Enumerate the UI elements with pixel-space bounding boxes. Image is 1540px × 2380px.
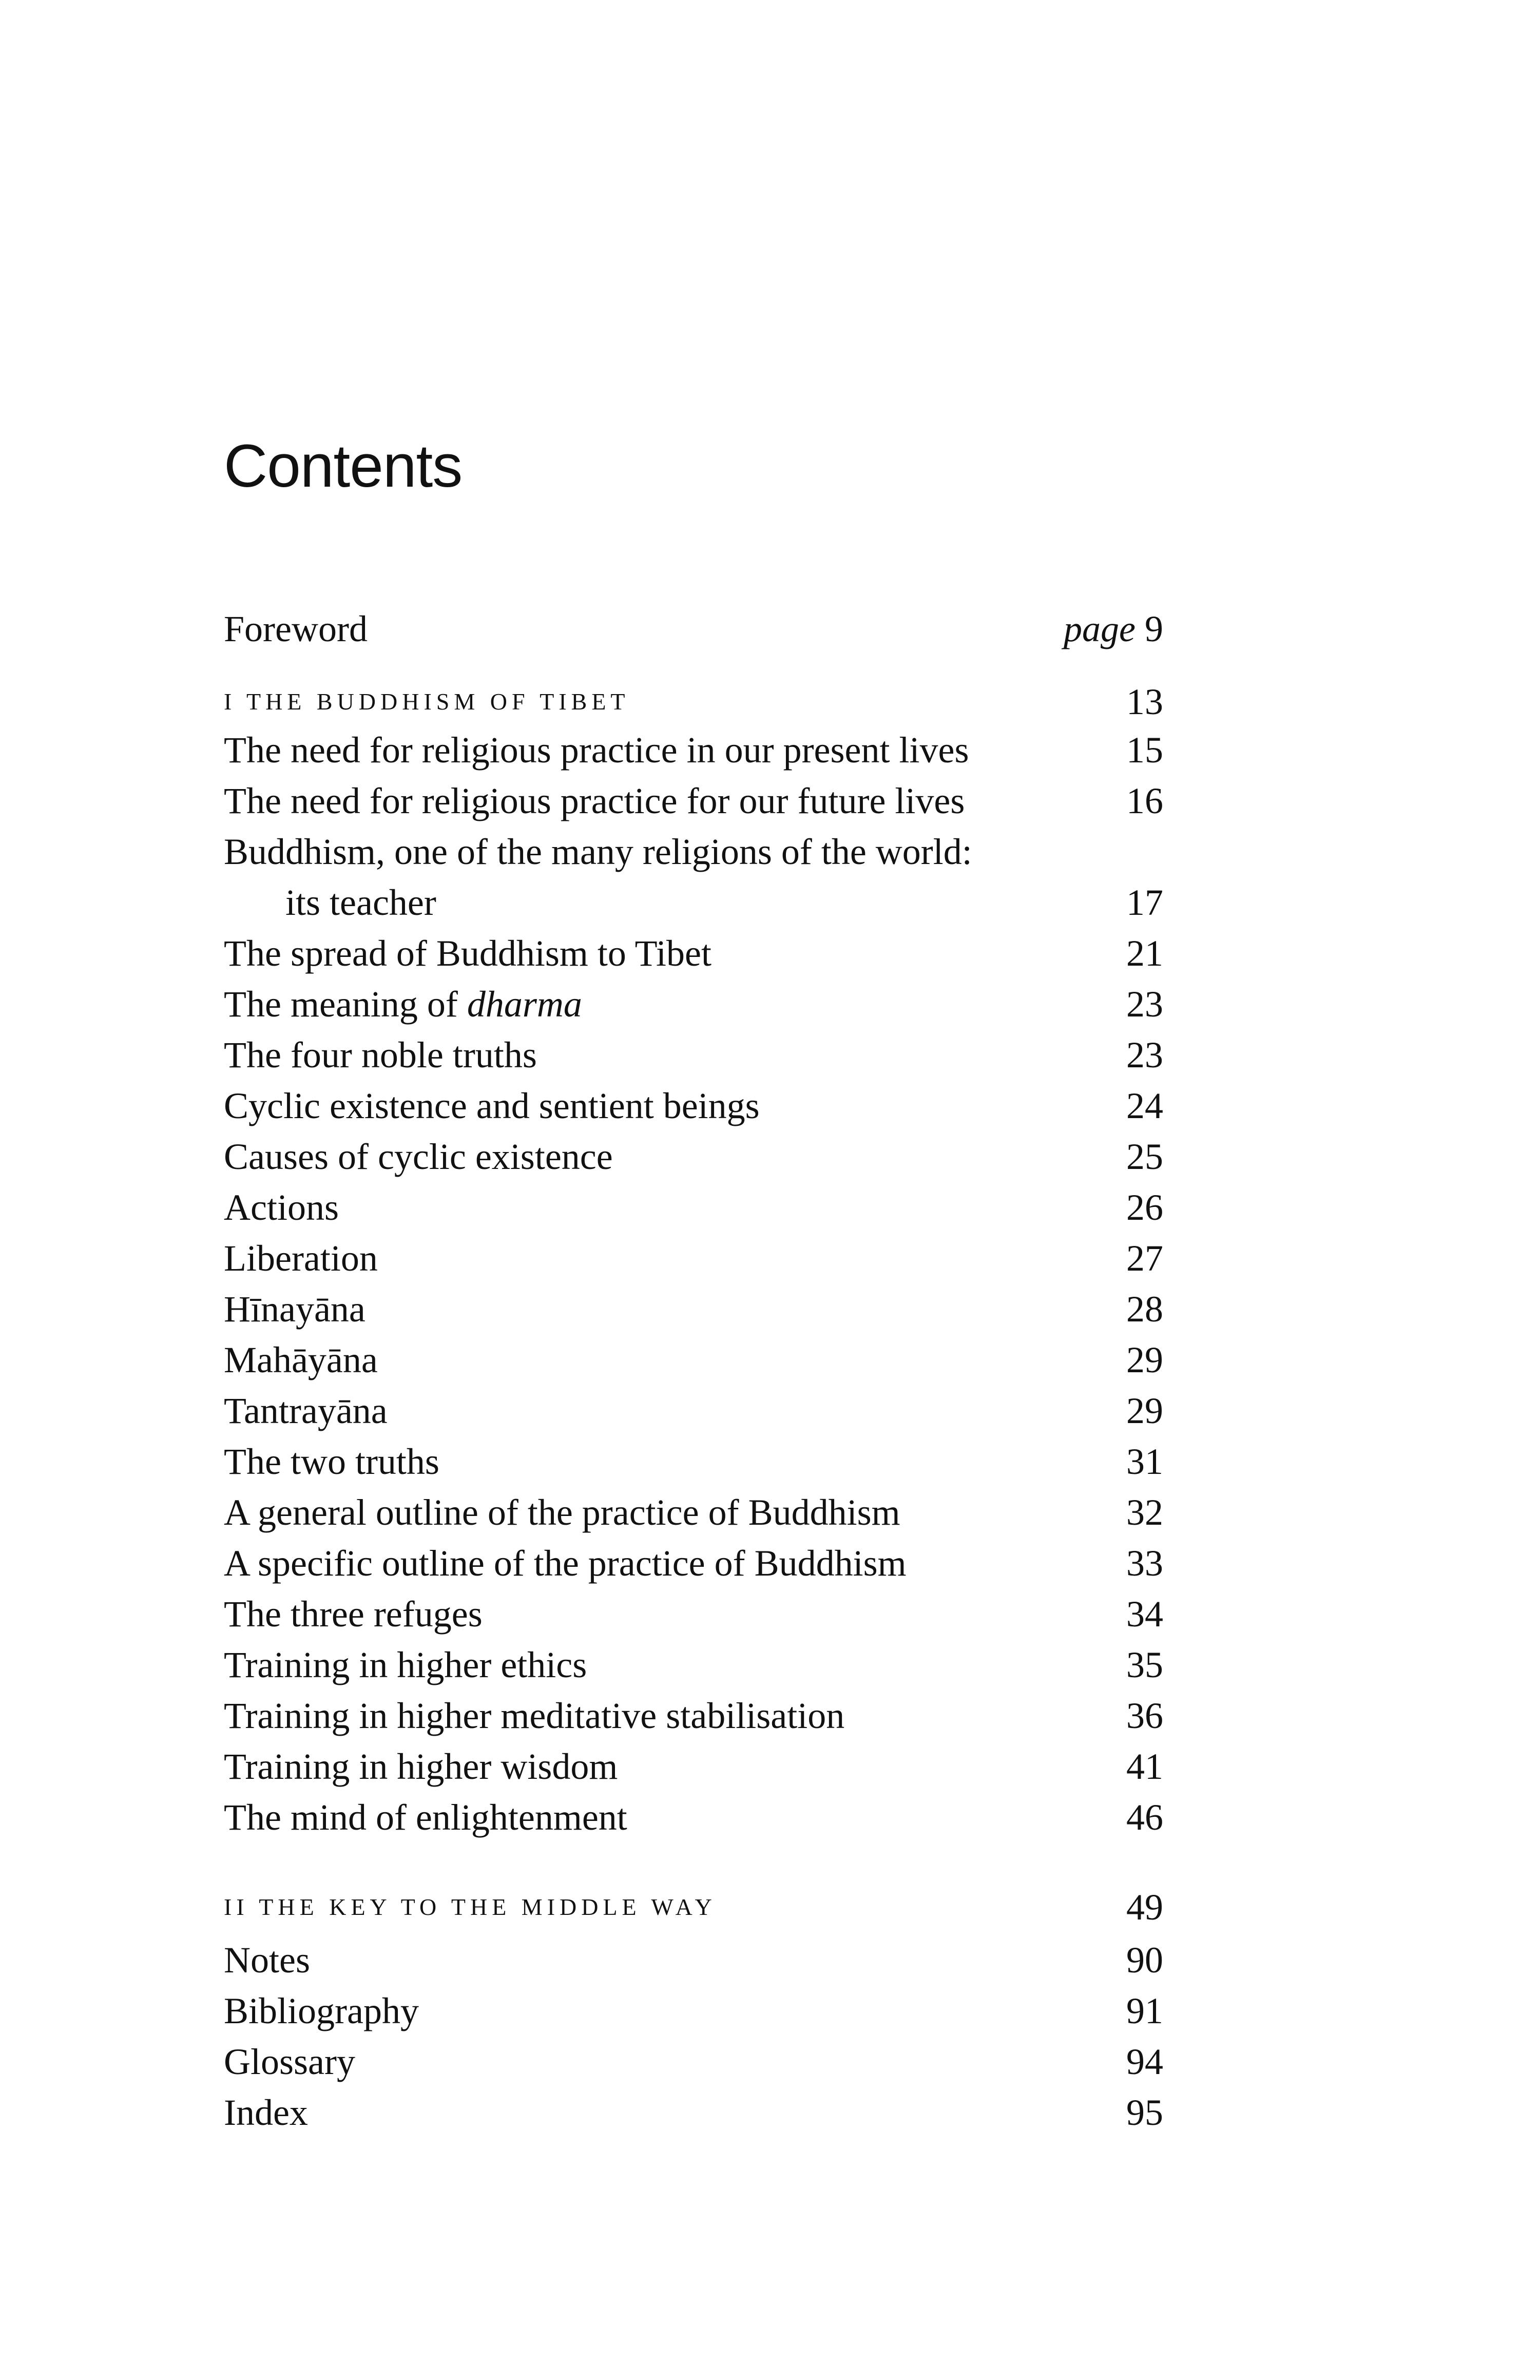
toc-entry-label: Hīnayāna bbox=[224, 1289, 365, 1330]
toc-entry-page: 15 bbox=[1126, 730, 1163, 771]
toc-entry bbox=[224, 1988, 1163, 2034]
page-title: Contents bbox=[224, 432, 463, 501]
toc-entry-page: 17 bbox=[1126, 882, 1163, 923]
toc-entry-label: Training in higher meditative stabilisation bbox=[224, 1695, 845, 1736]
toc-entry-page: 29 bbox=[1126, 1339, 1163, 1380]
toc-entry bbox=[224, 1337, 1163, 1383]
toc-entry-label: Glossary bbox=[224, 2041, 355, 2082]
toc-entry-label: A general outline of the practice of Buddhism bbox=[224, 1492, 900, 1533]
toc-entry-foreword bbox=[224, 606, 1163, 652]
toc-entry-label: The three refuges bbox=[224, 1594, 483, 1635]
toc-entry-page: 23 bbox=[1126, 984, 1163, 1025]
toc-entry-label: A specific outline of the practice of Buddhism bbox=[224, 1543, 907, 1584]
toc-entry-label: its teacher bbox=[285, 882, 436, 923]
toc-entry-page bbox=[1064, 606, 1163, 652]
toc-entry-page: 90 bbox=[1126, 1940, 1163, 1981]
section-heading-part2 bbox=[224, 1884, 1163, 1930]
toc-entry-page: 27 bbox=[1126, 1238, 1163, 1279]
toc-entry-page: 26 bbox=[1126, 1187, 1163, 1228]
toc-entry-label: Notes bbox=[224, 1940, 310, 1981]
toc-entry bbox=[224, 1032, 1163, 1078]
toc-entry-page: 95 bbox=[1126, 2092, 1163, 2133]
toc-entry bbox=[224, 1693, 1163, 1739]
toc-entry-label: Cyclic existence and sentient beings bbox=[224, 1085, 760, 1126]
toc-entry-page: 49 bbox=[1126, 1887, 1163, 1928]
toc-entry-label: The need for religious practice in our present lives bbox=[224, 730, 969, 771]
toc-entry-page: 41 bbox=[1126, 1746, 1163, 1787]
toc-entry-label: Bibliography bbox=[224, 1990, 419, 2031]
toc-entry-label: Causes of cyclic existence bbox=[224, 1136, 613, 1177]
toc-entry-page: 94 bbox=[1126, 2041, 1163, 2082]
toc-entry-label: The mind of enlightenment bbox=[224, 1797, 627, 1838]
toc-entry bbox=[224, 879, 1163, 926]
toc-entry-label: The two truths bbox=[224, 1441, 439, 1482]
toc-entry bbox=[224, 2089, 1163, 2136]
toc-entry-label-text: The meaning of bbox=[224, 984, 467, 1025]
toc-entry-label: Index bbox=[224, 2092, 308, 2133]
toc-entry-page: 16 bbox=[1126, 780, 1163, 821]
toc-entry bbox=[224, 2039, 1163, 2085]
toc-entry-page: 33 bbox=[1126, 1543, 1163, 1584]
toc-entry bbox=[224, 1642, 1163, 1688]
toc-entry-label: The four noble truths bbox=[224, 1034, 537, 1076]
toc-entry bbox=[224, 981, 1163, 1027]
toc-entry bbox=[224, 1134, 1163, 1180]
toc-entry-label: Actions bbox=[224, 1187, 339, 1228]
toc-entry bbox=[224, 1388, 1163, 1434]
toc-entry-label: The need for religious practice for our future lives bbox=[224, 780, 965, 821]
toc-entry bbox=[224, 1184, 1163, 1231]
toc-entry-page: 46 bbox=[1126, 1797, 1163, 1838]
section-heading-part1 bbox=[224, 679, 1163, 725]
page-number: 9 bbox=[1145, 608, 1163, 649]
toc-entry-label: Training in higher ethics bbox=[224, 1644, 587, 1685]
toc-entry-label: Liberation bbox=[224, 1238, 378, 1279]
toc-entry-label-italic: dharma bbox=[467, 984, 582, 1025]
toc-entry-page: 29 bbox=[1126, 1390, 1163, 1431]
toc-entry-page: 21 bbox=[1126, 933, 1163, 974]
toc-entry bbox=[224, 930, 1163, 976]
toc-entry-page: 13 bbox=[1126, 681, 1163, 722]
toc-entry bbox=[224, 1286, 1163, 1332]
section-title: I THE BUDDHISM OF TIBET bbox=[224, 688, 630, 715]
toc-entry-page: 32 bbox=[1126, 1492, 1163, 1533]
toc-entry-label bbox=[224, 981, 582, 1027]
page-prefix: page bbox=[1064, 608, 1135, 649]
toc-entry-page: 35 bbox=[1126, 1644, 1163, 1685]
toc-entry-page: 24 bbox=[1126, 1085, 1163, 1126]
toc-entry bbox=[224, 1591, 1163, 1637]
toc-entry-label: The spread of Buddhism to Tibet bbox=[224, 933, 711, 974]
toc-entry bbox=[224, 1489, 1163, 1536]
toc-entry-page: 36 bbox=[1126, 1695, 1163, 1736]
toc-entry-label: Mahāyāna bbox=[224, 1339, 378, 1380]
toc-entry bbox=[224, 1937, 1163, 1983]
toc-entry-label: Tantrayāna bbox=[224, 1390, 388, 1431]
toc-entry-page: 34 bbox=[1126, 1594, 1163, 1635]
toc-entry bbox=[224, 1743, 1163, 1790]
toc-entry bbox=[224, 778, 1163, 824]
toc-entry-label: Training in higher wisdom bbox=[224, 1746, 618, 1787]
toc-entry bbox=[224, 1540, 1163, 1586]
toc-entry bbox=[224, 727, 1163, 773]
toc-entry bbox=[224, 1235, 1163, 1281]
toc-entry-page: 31 bbox=[1126, 1441, 1163, 1482]
toc-entry bbox=[224, 1083, 1163, 1129]
toc-entry-label: Foreword bbox=[224, 608, 368, 649]
toc-entry-page: 25 bbox=[1126, 1136, 1163, 1177]
toc-entry bbox=[224, 1794, 1163, 1840]
toc-entry-label: Buddhism, one of the many religions of the world: bbox=[224, 831, 972, 872]
toc-entry-page: 23 bbox=[1126, 1034, 1163, 1076]
toc-entry-page: 91 bbox=[1126, 1990, 1163, 2031]
toc-entry bbox=[224, 829, 1163, 875]
toc-entry-page: 28 bbox=[1126, 1289, 1163, 1330]
toc-entry bbox=[224, 1438, 1163, 1485]
section-title: II THE KEY TO THE MIDDLE WAY bbox=[224, 1894, 717, 1920]
